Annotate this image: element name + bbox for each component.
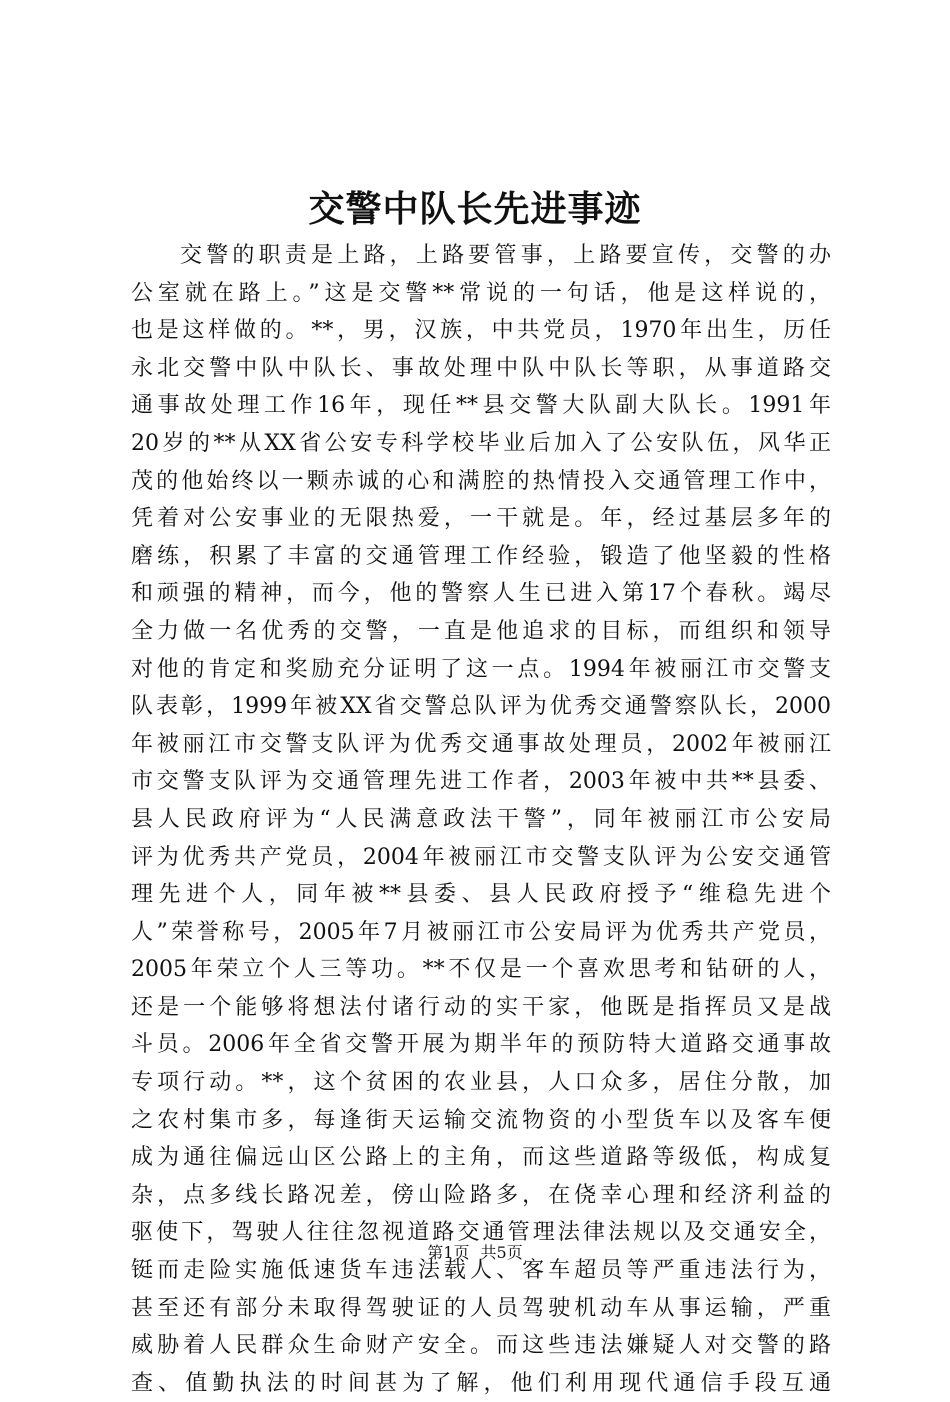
text-line: 交警的职责是上路，上路要管事，上路要宣传，交警的办 (180, 243, 831, 268)
text-line: 年被丽江市交警支队评为优秀交通事故处理员，2002年被丽江 (131, 731, 831, 757)
text-line: 斗员。2006年全省交警开展为期半年的预防特大道路交通事故 (131, 1032, 831, 1058)
page-title: 交警中队长先进事迹 (308, 188, 642, 230)
text-line: 甚至还有部分未取得驾驶证的人员驾驶机动车从事运输，严重 (131, 1295, 831, 1321)
text-line: 之农村集市多，每逢街天运输交流物资的小型货车以及客车便 (131, 1107, 831, 1133)
text-line: 人”荣誉称号，2005年7月被丽江市公安局评为优秀共产党员， (131, 919, 831, 945)
text-line: 还是一个能够将想法付诸行动的实干家，他既是指挥员又是战 (131, 994, 831, 1020)
text-line: 全力做一名优秀的交警，一直是他追求的目标，而组织和领导 (131, 618, 831, 644)
text-line: 专项行动。**，这个贫困的农业县，人口众多，居住分散，加 (131, 1070, 831, 1096)
text-line: 永北交警中队中队长、事故处理中队中队长等职，从事道路交 (131, 355, 831, 381)
text-line: 杂，点多线长路况差，傍山险路多，在侥幸心理和经济利益的 (131, 1182, 831, 1208)
page-footer (0, 1242, 950, 1264)
text-line: 2005年荣立个人三等功。**不仅是一个喜欢思考和钻研的人， (131, 957, 831, 983)
text-line: 通事故处理工作16年，现任**县交警大队副大队长。1991年 (131, 393, 831, 419)
text-line: 20岁的**从XX省公安专科学校毕业后加入了公安队伍，风华正 (131, 430, 831, 456)
text-line: 凭着对公安事业的无限热爱，一干就是。年，经过基层多年的 (131, 506, 831, 532)
text-line: 威胁着人民群众生命财产安全。而这些违法嫌疑人对交警的路 (131, 1333, 831, 1359)
page-total: 共5页 (480, 1243, 523, 1262)
text-line: 公室就在路上。”这是交警**常说的一句话，他是这样说的， (131, 280, 831, 306)
text-line: 驱使下，驾驶人往往忽视道路交通管理法律法规以及交通安全， (131, 1220, 831, 1246)
page-number: 第1页 (427, 1243, 470, 1262)
body-paragraph (131, 237, 831, 1402)
text-line: 和顽强的精神，而今，他的警察人生已进入第17个春秋。竭尽 (131, 581, 831, 607)
text-line: 磨练，积累了丰富的交通管理工作经验，锻造了他坚毅的性格 (131, 543, 831, 569)
text-line: 理先进个人，同年被**县委、县人民政府授予“维稳先进个 (131, 882, 831, 908)
text-line: 铤而走险实施低速货车违法载人、客车超员等严重违法行为， (131, 1258, 831, 1284)
text-line: 茂的他始终以一颗赤诚的心和满腔的热情投入交通管理工作中， (131, 468, 831, 494)
text-line: 队表彰，1999年被XX省交警总队评为优秀交通警察队长，2000 (131, 694, 831, 720)
text-line: 县人民政府评为“人民满意政法干警”，同年被丽江市公安局 (131, 806, 831, 832)
text-line: 也是这样做的。**，男，汉族，中共党员，1970年出生，历任 (131, 318, 831, 344)
text-line: 评为优秀共产党员，2004年被丽江市交警支队评为公安交通管 (131, 844, 831, 870)
text-line: 对他的肯定和奖励充分证明了这一点。1994年被丽江市交警支 (131, 656, 831, 682)
text-line: 查、值勤执法的时间甚为了解，他们利用现代通信手段互通 (131, 1370, 831, 1396)
text-line: 市交警支队评为交通管理先进工作者，2003年被中共**县委、 (131, 769, 831, 795)
text-line: 成为通往偏远山区公路上的主角，而这些道路等级低，构成复 (131, 1145, 831, 1171)
